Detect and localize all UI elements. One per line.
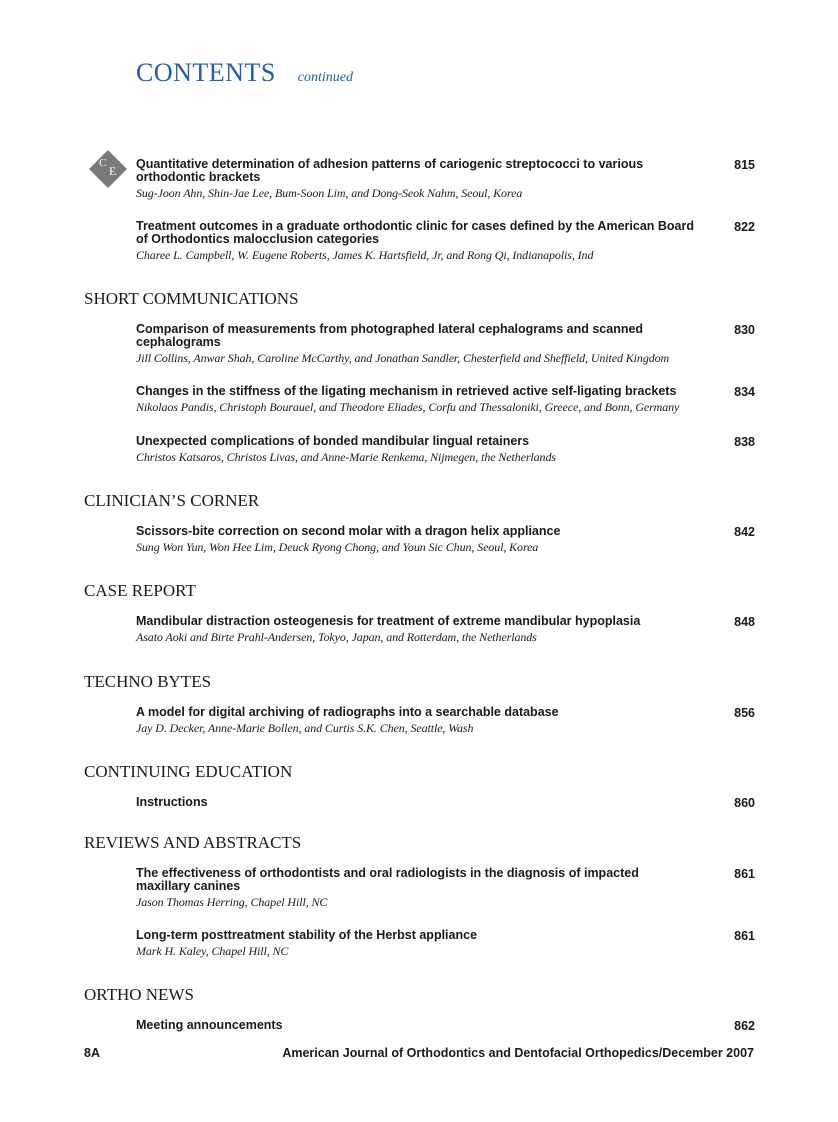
entry-page: 848	[734, 615, 755, 629]
section-heading: REVIEWS AND ABSTRACTS	[84, 833, 302, 852]
toc-entry[interactable]	[136, 867, 756, 909]
ce-letter-e: E	[109, 164, 117, 178]
entry-title[interactable]: Scissors-bite correction on second molar with a dragon helix appliance	[136, 524, 561, 538]
entry-title[interactable]: Treatment outcomes in a graduate orthodontic clinic for cases defined by the American Board of Orthodontics malocclusion categories	[136, 219, 694, 246]
entry-authors: Sung Won Yun, Won Hee Lim, Deuck Ryong Chong, and Youn Sic Chun, Seoul, Korea	[136, 540, 539, 554]
toc-entry[interactable]	[136, 796, 756, 809]
entry-authors: Nikolaos Pandis, Christoph Bourauel, and Theodore Eliades, Corfu and Thessaloniki, Greece, and Bonn, Germany	[136, 400, 680, 414]
section-heading: CLINICIAN’S CORNER	[84, 491, 260, 510]
footer-page-label: 8A	[84, 1046, 100, 1060]
entry-title[interactable]: The effectiveness of orthodontists and oral radiologists in the diagnosis of impacted maxillary canines	[136, 866, 639, 893]
entry-page: 860	[734, 796, 755, 810]
section-heading: SHORT COMMUNICATIONS	[84, 289, 299, 308]
entry-authors: Charee L. Campbell, W. Eugene Roberts, James K. Hartsfield, Jr, and Rong Qi, Indianapolis, Ind	[136, 248, 594, 262]
contents-header	[136, 58, 353, 88]
entry-title[interactable]: Changes in the stiffness of the ligating mechanism in retrieved active self-ligating brackets	[136, 384, 677, 398]
section-heading: TECHNO BYTES	[84, 672, 212, 691]
toc-entry[interactable]	[136, 220, 756, 262]
toc-entry[interactable]	[136, 323, 756, 365]
entry-authors: Asato Aoki and Birte Prahl-Andersen, Tokyo, Japan, and Rotterdam, the Netherlands	[136, 630, 537, 644]
entry-authors: Sug-Joon Ahn, Shin-Jae Lee, Bum-Soon Lim, and Dong-Seok Nahm, Seoul, Korea	[136, 186, 523, 200]
entry-authors: Jill Collins, Anwar Shah, Caroline McCarthy, and Jonathan Sandler, Chesterfield and Sheffield, United Kingdom	[136, 351, 670, 365]
entry-authors: Christos Katsaros, Christos Livas, and Anne-Marie Renkema, Nijmegen, the Netherlands	[136, 450, 556, 464]
footer-journal: American Journal of Orthodontics and Dentofacial Orthopedics/December 2007	[282, 1046, 754, 1060]
entry-title[interactable]: Quantitative determination of adhesion patterns of cariogenic streptococci to various orthodontic brackets	[136, 157, 644, 184]
entry-page: 838	[734, 435, 755, 449]
entry-title[interactable]: A model for digital archiving of radiographs into a searchable database	[136, 705, 559, 719]
toc-entry[interactable]	[136, 158, 756, 200]
entry-page: 856	[734, 706, 755, 720]
entry-page: 815	[734, 158, 755, 172]
toc-entry[interactable]	[136, 1019, 756, 1032]
entry-page: 834	[734, 385, 755, 399]
section-heading: CONTINUING EDUCATION	[84, 762, 293, 781]
page-subtitle: continued	[297, 70, 353, 85]
entry-page: 842	[734, 525, 755, 539]
entry-title[interactable]: Meeting announcements	[136, 1018, 283, 1032]
ce-letter-c: C	[99, 157, 107, 169]
entry-authors: Mark H. Kaley, Chapel Hill, NC	[136, 944, 289, 958]
entry-title[interactable]: Unexpected complications of bonded mandibular lingual retainers	[136, 434, 530, 448]
entry-title[interactable]: Mandibular distraction osteogenesis for treatment of extreme mandibular hypoplasia	[136, 614, 641, 628]
toc-entry[interactable]	[136, 929, 756, 958]
toc-entry[interactable]	[136, 706, 756, 735]
entry-authors: Jason Thomas Herring, Chapel Hill, NC	[136, 895, 328, 909]
entry-title[interactable]: Comparison of measurements from photographed lateral cephalograms and scanned cephalograms	[136, 322, 644, 349]
entry-title[interactable]: Instructions	[136, 795, 208, 809]
entry-title[interactable]: Long-term posttreatment stability of the Herbst appliance	[136, 928, 478, 942]
section-heading: ORTHO NEWS	[84, 985, 194, 1004]
ce-diamond-shape	[89, 150, 127, 188]
toc-entry[interactable]	[136, 615, 756, 644]
ce-diamond-icon	[88, 149, 128, 189]
toc-entry[interactable]	[136, 435, 756, 464]
entry-page: 861	[734, 867, 755, 881]
entry-authors: Jay D. Decker, Anne-Marie Bollen, and Curtis S.K. Chen, Seattle, Wash	[136, 721, 474, 735]
entry-page: 861	[734, 929, 755, 943]
section-heading: CASE REPORT	[84, 581, 196, 600]
page-title: CONTENTS	[136, 58, 276, 87]
entry-page: 822	[734, 220, 755, 234]
toc-entry[interactable]	[136, 525, 756, 554]
entry-page: 862	[734, 1019, 755, 1033]
entry-page: 830	[734, 323, 755, 337]
toc-entry[interactable]	[136, 385, 756, 414]
